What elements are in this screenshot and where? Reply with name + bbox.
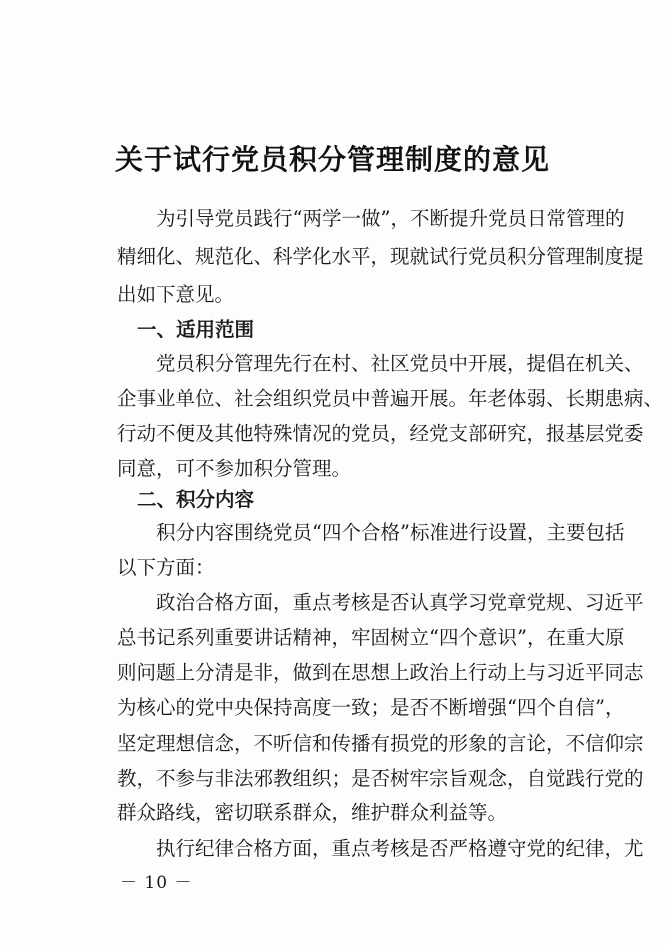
paragraph-4-line-2: 总书记系列重要讲话精神，牢固树立“四个意识”，在重大原 <box>117 626 625 649</box>
paragraph-4-line-1: 政治合格方面，重点考核是否认真学习党章党规、习近平 <box>156 591 644 614</box>
paragraph-2-line-3: 行动不便及其他特殊情况的党员，经党支部研究，报基层党委 <box>117 422 644 445</box>
paragraph-4-line-7: 群众路线，密切联系群众，维护群众利益等。 <box>117 801 508 824</box>
paragraph-4-line-6: 教，不参与非法邪教组织；是否树牢宗旨观念，自觉践行党的 <box>117 767 644 790</box>
page-number: － 10 － <box>120 873 193 893</box>
paragraph-4-line-4: 为核心的党中央保持高度一致；是否不断增强“四个自信”， <box>117 696 625 719</box>
section-heading-scope: 一、适用范围 <box>137 318 255 341</box>
document-title: 关于试行党员积分管理制度的意见 <box>114 143 550 176</box>
paragraph-2-line-2: 企事业单位、社会组织党员中普遍开展。年老体弱、长期患病、 <box>117 387 664 410</box>
paragraph-2-line-1: 党员积分管理先行在村、社区党员中开展，提倡在机关、 <box>156 352 644 375</box>
paragraph-3-line-2: 以下方面： <box>117 556 215 579</box>
paragraph-3-line-1: 积分内容围绕党员“四个合格”标准进行设置，主要包括 <box>156 521 625 544</box>
paragraph-4-line-5: 坚定理想信念，不听信和传播有损党的形象的言论，不信仰宗 <box>117 732 644 755</box>
paragraph-1-line-3: 出如下意见。 <box>117 283 235 306</box>
paragraph-2-line-4: 同意，可不参加积分管理。 <box>117 457 352 480</box>
paragraph-1-line-2: 精细化、规范化、科学化水平，现就试行党员积分管理制度提 <box>117 245 644 268</box>
section-heading-content: 二、积分内容 <box>137 488 255 511</box>
paragraph-5-line-1: 执行纪律合格方面，重点考核是否严格遵守党的纪律，尤 <box>156 837 644 860</box>
paragraph-1-line-1: 为引导党员践行“两学一做”，不断提升党员日常管理的 <box>156 207 625 230</box>
paragraph-4-line-3: 则问题上分清是非，做到在思想上政治上行动上与习近平同志 <box>117 661 644 684</box>
